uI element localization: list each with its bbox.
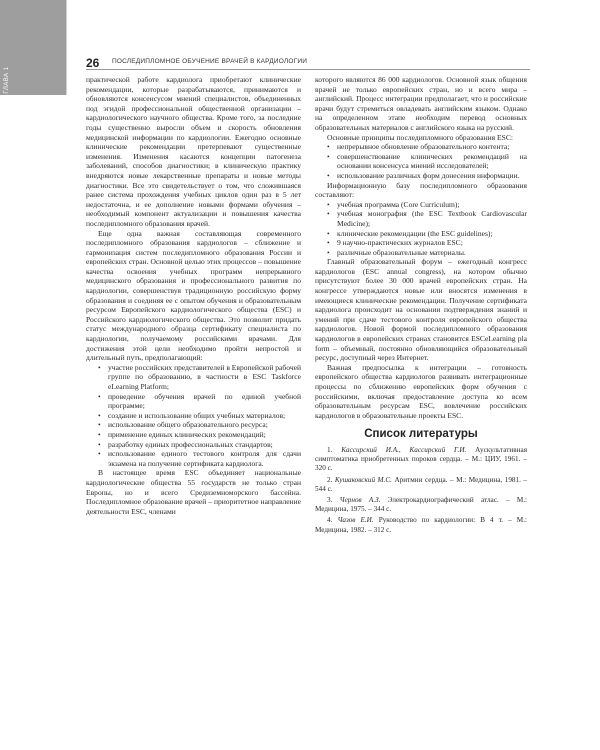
reference-item: 2. Кушаковский М.С. Аритмии сердца. – М.: Медицина, 1981. – 544 с. (315, 475, 528, 493)
paragraph: практической работе кардиолога приобретают клинические рекомендации, которые разрабатываются, принимаются и обновляются консенсусом мнений специалистов, объединенных под эгидой профессиональной общественной организации – кардиологического научного общества. Кроме того, за последние годы существенно выросли объем и скорость обновления медицинской информации по кардиологии. Ежегодно основные клинические рекомендации претерпевают существенные изменения. Изменения касаются концепции патогенеза заболеваний, способов диагностики; в клиническую практику внедряются новые лекарственные препараты и новые методы диагностики. Все это свидетельствует о том, что сложившаяся ранее система прохождения учебных циклов один раз в 5 лет недостаточна, и ее дополнение новыми формами обучения – необходимый компонент актуализации и повышения качества последипломного образования врачей. (86, 75, 301, 228)
paragraph: Еще одна важная составляющая современного последипломного образования кардиологов – сближение и гармонизация систем последипломного образования России и европейских стран. Основной целью этих процессов – повышение качества освоения учебных программ непрерывного медицинского образования и профессионального развития по кардиологии, совершенствуя традиционную российскую форму образования и соединяя ее с опытом обучения и образовательным ресурсом Европейского кардиологического общества (ESC) и Российского кардиологического общества. Это позволит придать статус международного образца сертификату специалиста по кардиологии, получаемому российскими врачами. Для достижения этой цели необходимо пройти непростой и длительный путь, предполагающий: (86, 228, 301, 363)
running-head: ПОСЛЕДИПЛОМНОЕ ОБУЧЕНИЕ ВРАЧЕЙ В КАРДИОЛОГИИ (112, 58, 308, 65)
reference-item: 3. Чернов А.З. Электрокардиографический атлас. – М.: Медицина, 1975. – 344 с. (315, 495, 528, 514)
list-item: • создание и использование общих учебных материалов; (98, 411, 301, 421)
paragraph: Важная предпосылка к интеграции – готовность европейского общества кардиологов развивать интеграционные процессы по сближению европейских форм обучения с российскими, включая предоставление доступа ко всем образовательным ресурсам ESC, вовлечение российских кардиологов в образовательные проекты ESC. (315, 362, 527, 420)
list-item: • 9 научно-практических журналов ESC; (327, 238, 527, 248)
paragraph: В настоящее время ESC объединяет национальные кардиологические общества 55 государств не только стран Европы, но и всего Средиземноморского бассейна. Последипломное образование врачей – приоритетное направление деятельности ESC, членами (86, 468, 301, 516)
left-column (86, 75, 301, 516)
list-item: • учебная монография (the ESC Textbook Cardiovascular Medicine); (327, 209, 527, 228)
list-item: • разработку единых профессиональных стандартов; (98, 440, 301, 450)
list-item: • использование различных форм донесения информации. (327, 171, 527, 181)
bullet-list (86, 363, 301, 469)
bullet-list (315, 142, 527, 180)
list-item: • различные образовательные материалы. (327, 248, 527, 258)
list-item: • проведение обучения врачей по единой учебной программе; (98, 392, 301, 411)
list-item: • использование общего образовательного ресурса; (98, 420, 301, 430)
paragraph: Главный образовательный форум – ежегодный конгресс кардиологов (ESC annual congress), на котором обычно присутствуют более 30 000 врачей европейских стран. На конгрессе утверждаются новые или вносятся изменения в имеющиеся клинические рекомендации. Получение сертификата кардиолога происходит на основании подтверждения знаний и умений при сдаче тестового контроля европейского общества кардиологов. Новой формой последипломного образования кардиологов в европейских странах становится ESCeLearning pla form – объемный, постоянно обновляющийся образовательный ресурс, доступный через Интернет. (315, 257, 527, 363)
list-item: • клинические рекомендации (the ESC guidelines); (327, 229, 527, 239)
page-number: 26 (86, 56, 100, 70)
reference-item: 4. Чазов Е.И. Руководство по кардиологии: В 4 т. – М.: Медицина, 1982. – 312 с. (315, 516, 527, 534)
paragraph: которого являются 86 000 кардиологов. Основной язык общения врачей не только европейских стран, но и всего мира – английский. Процесс интеграции предполагает, что и российские врачи будут стремиться овладевать английским языком. Однако на определенном этапе необходим перевод основных образовательных материалов с английского языка на русский. (315, 75, 527, 132)
reference-item: 1. Кассирский И.А., Кассирский Г.И. Аускультативная симптоматика приобретенных пороков сердца. – М.: ЦИУ, 1961. – 320 с. (315, 445, 527, 473)
references-heading: Список литературы (364, 428, 478, 441)
list-item: • участие российских представителей в Европейской рабочей группе по образованию, в частности в ESC Taskforce eLearning Platform; (98, 363, 301, 392)
side-tab-divider (66, 0, 67, 95)
bullet-list (315, 200, 527, 258)
paragraph: Основные принципы последипломного образования ESC: (327, 132, 513, 142)
header-rule (86, 69, 530, 70)
chapter-tab-label: ГЛАВА 1 (4, 66, 10, 94)
references-list (315, 446, 527, 535)
list-item: • использование единого тестового контроля для сдачи экзамена на получение сертификата кардиолога. (98, 449, 301, 468)
list-item: • применение единых клинических рекомендаций; (98, 430, 301, 440)
list-item: • учебная программа (Core Curriculum); (327, 200, 527, 210)
list-item: • непрерывное обновление образовательного контента; (327, 142, 527, 152)
paragraph: Информационную базу последипломного образования составляют: (315, 180, 527, 200)
right-column (315, 75, 527, 537)
list-item: • совершенствование клинических рекомендаций на основании консенсуса мнений исследователей; (327, 152, 527, 171)
